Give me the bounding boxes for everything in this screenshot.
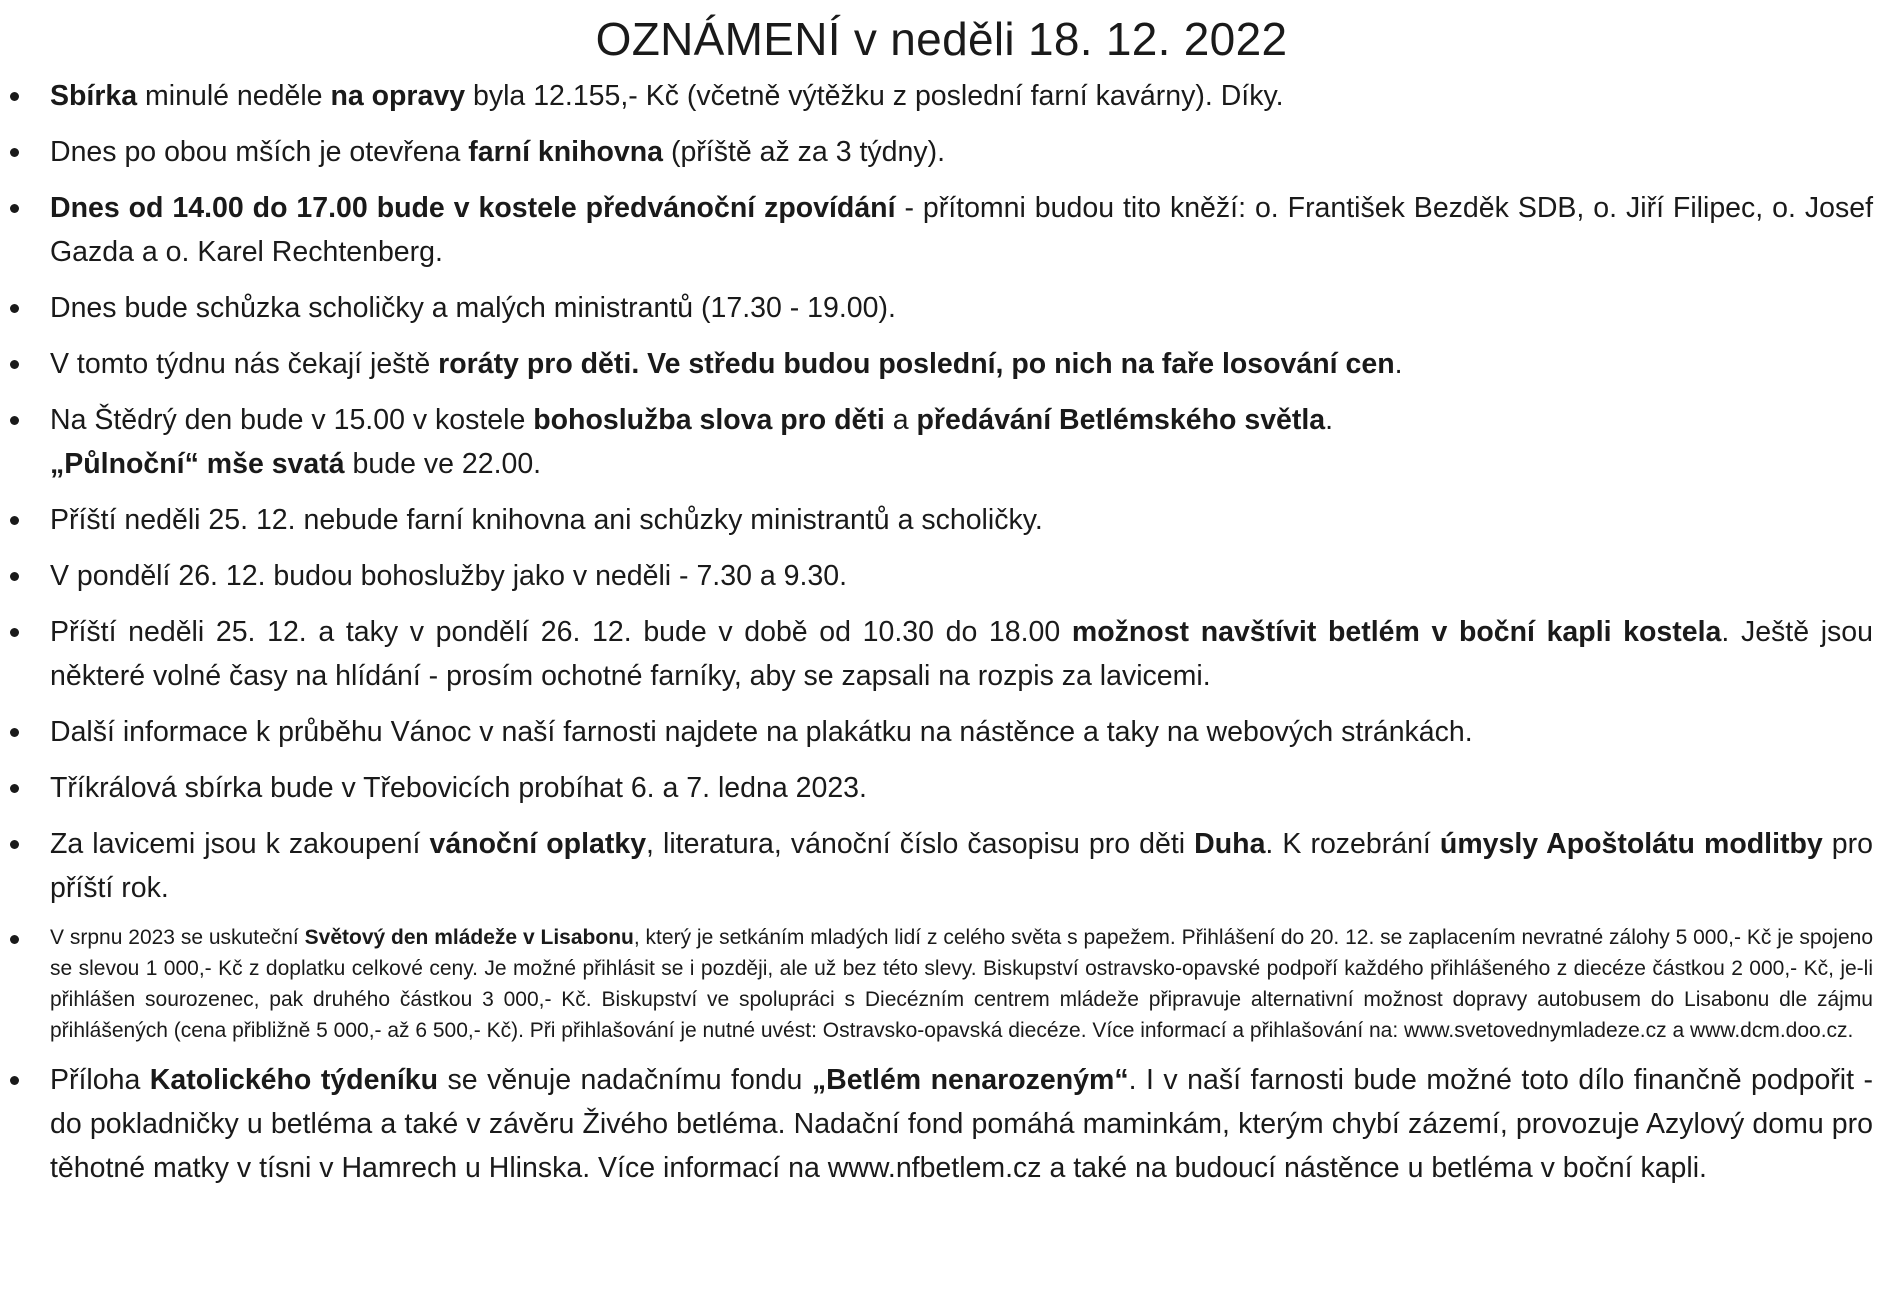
text: Další informace k průběhu Vánoc v naší farnosti najdete na plakátku na nástěnce a taky na webových stránkách.: [50, 716, 1473, 748]
announcement-item: [10, 286, 1873, 330]
text: minulé neděle: [137, 80, 331, 112]
announcement-item: [10, 610, 1873, 698]
text: pro příští rok.: [50, 828, 1873, 904]
text: a: [884, 404, 917, 436]
text: byla 12.155,- Kč (včetně výtěžku z poslední farní kavárny). Díky.: [465, 80, 1284, 112]
bold-text: Duha: [1194, 828, 1266, 860]
text: Dnes po obou mších je otevřena: [50, 136, 469, 168]
announcement-item: [10, 710, 1873, 754]
bold-text: předávání Betlémského světla: [916, 404, 1326, 436]
bold-text: úmysly Apoštolátu modlitby: [1439, 828, 1823, 860]
bold-text: „Betlém nenarozeným“: [811, 1064, 1129, 1096]
bold-text: roráty pro děti. Ve středu budou poslední, po nich na faře losování cen: [438, 348, 1395, 380]
text: Příští neděli 25. 12. nebude farní knihovna ani schůzky ministrantů a scholičky.: [50, 504, 1043, 536]
announcement-item: [10, 554, 1873, 598]
text: V tomto týdnu nás čekají ještě: [50, 348, 439, 380]
text: Příští neděli 25. 12. a taky v pondělí 26. 12. bude v době od 10.30 do 18.00: [50, 616, 1072, 648]
text: Na Štědrý den bude v 15.00 v kostele: [50, 404, 534, 436]
text: Tříkrálová sbírka bude v Třebovicích probíhat 6. a 7. ledna 2023.: [50, 772, 867, 804]
text: .: [1325, 404, 1334, 436]
page-title: OZNÁMENÍ v neděli 18. 12. 2022: [595, 13, 1288, 65]
text: - přítomni budou tito kněží: o. František Bezděk SDB, o. Jiří Filipec, o. Josef Gazda a o. Karel Rechtenberg.: [50, 192, 1873, 268]
announcement-item: [10, 498, 1873, 542]
text: , který je setkáním mladých lidí z celého světa s papežem. Přihlášení do 20. 12. se zaplacením nevratné zálohy 5 000,- Kč je spojeno se slevou 1 000,- Kč z doplatku celkové ceny. Je možné přihlásit se i později, ale už bez této slevy. Biskupství ostravsko-opavské podpoří každého přihlášeného z diecéze částkou 2 000,- Kč, je-li přihlášen sourozenec, pak druhého částkou 3 000,- Kč. Biskupství ve spolupráci s Diecézním centrem mládeže připravuje alternativní možnost dopravy autobusem do Lisabonu dle zájmu přihlášených (cena přibližně 5 000,- až 6 500,- Kč). Při přihlašování je nutné uvést: Ostravsko-opavská diecéze. Více informací a přihlašování na: www.svetovednymladeze.cz a www.dcm.doo.cz.: [50, 926, 1873, 1042]
announcement-list: [10, 74, 1873, 1190]
text: Příloha: [50, 1064, 150, 1096]
announcement-item: [10, 130, 1873, 174]
text: , literatura, vánoční číslo časopisu pro děti: [646, 828, 1195, 860]
text: . I v naší farnosti bude možné toto dílo finančně podpořit - do pokladničky u betléma a také v závěru Živého betléma. Nadační fond pomáhá maminkám, kterým chybí zázemí, provozuje Azylový domu pro těhotné matky v tísni v Hamrech u Hlinska. Více informací na www.nfbetlem.cz a také na budoucí nástěnce u betléma v boční kapli.: [50, 1064, 1874, 1184]
announcement-item: [10, 186, 1873, 274]
announcement-item: [10, 442, 1873, 486]
bold-text: možnost navštívit betlém v boční kapli kostela: [1071, 616, 1722, 648]
text: bude ve 22.00.: [344, 448, 542, 480]
text: V srpnu 2023 se uskuteční: [50, 926, 305, 949]
bold-text: bohoslužba slova pro děti: [533, 404, 885, 436]
text: . Ještě jsou některé volné časy na hlídání - prosím ochotné farníky, aby se zapsali na rozpis za lavicemi.: [50, 616, 1873, 692]
bold-text: na opravy: [330, 80, 466, 112]
announcement-item: [10, 766, 1873, 810]
text: .: [1394, 348, 1403, 380]
announcement-item: [10, 822, 1873, 910]
text: V pondělí 26. 12. budou bohoslužby jako v neděli - 7.30 a 9.30.: [50, 560, 847, 592]
announcement-item: [10, 342, 1873, 386]
bold-text: „Půlnoční“ mše svatá: [50, 448, 345, 480]
bold-text: farní knihovna: [468, 136, 664, 168]
bold-text: Dnes od 14.00 do 17.00 bude v kostele předvánoční zpovídání: [50, 192, 896, 224]
bold-text: Katolického týdeníku: [149, 1064, 439, 1096]
text: Za lavicemi jsou k zakoupení: [50, 828, 430, 860]
announcement-item: [10, 74, 1873, 118]
text: Dnes bude schůzka scholičky a malých ministrantů (17.30 - 19.00).: [50, 292, 896, 324]
bold-text: Světový den mládeže v Lisabonu: [304, 926, 634, 949]
announcement-item: [10, 1058, 1873, 1190]
text: se věnuje nadačnímu fondu: [438, 1064, 812, 1096]
bold-text: Sbírka: [50, 80, 138, 112]
text: . K rozebrání: [1265, 828, 1440, 860]
announcement-item: [10, 922, 1873, 1046]
announcement-item: [10, 398, 1873, 442]
bold-text: vánoční oplatky: [429, 828, 647, 860]
text: (příště až za 3 týdny).: [663, 136, 945, 168]
